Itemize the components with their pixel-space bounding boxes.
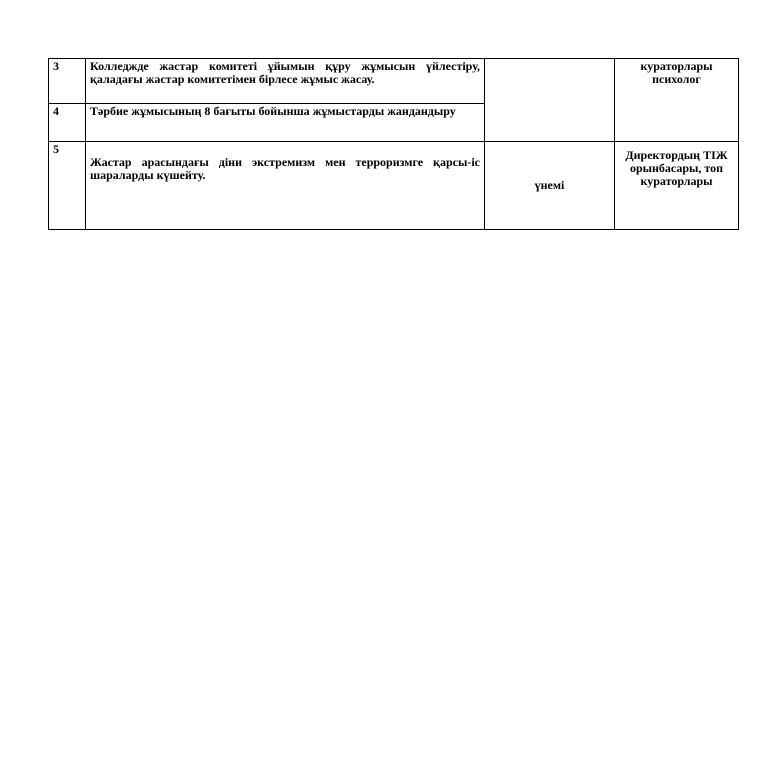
row-number: 3 bbox=[49, 59, 86, 104]
task-text: Колледжде жастар комитеті ұйымын құру жұмысын үйлестіру, қаладағы жастар комитетімен бірлесе жұмыс жасау. bbox=[86, 59, 485, 104]
row-number: 4 bbox=[49, 104, 86, 142]
task-text: Тәрбие жұмысының 8 бағыты бойынша жұмыстарды жандандыру bbox=[86, 104, 485, 142]
responsible-text: Директордың ТІЖ орынбасары, топ кураторлары bbox=[625, 148, 728, 188]
table-row bbox=[49, 59, 739, 104]
task-text: Жастар арасындағы діни экстремизм мен терроризмге қарсы-іс шараларды күшейту. bbox=[90, 155, 480, 182]
deadline-cell bbox=[485, 59, 615, 142]
responsible-cell bbox=[615, 142, 739, 230]
deadline-cell: үнемі bbox=[485, 142, 615, 230]
table-row bbox=[49, 142, 739, 230]
responsible-cell: кураторлары психолог bbox=[615, 59, 739, 142]
task-cell bbox=[86, 142, 485, 230]
plan-table bbox=[48, 58, 739, 230]
row-number: 5 bbox=[49, 142, 86, 230]
